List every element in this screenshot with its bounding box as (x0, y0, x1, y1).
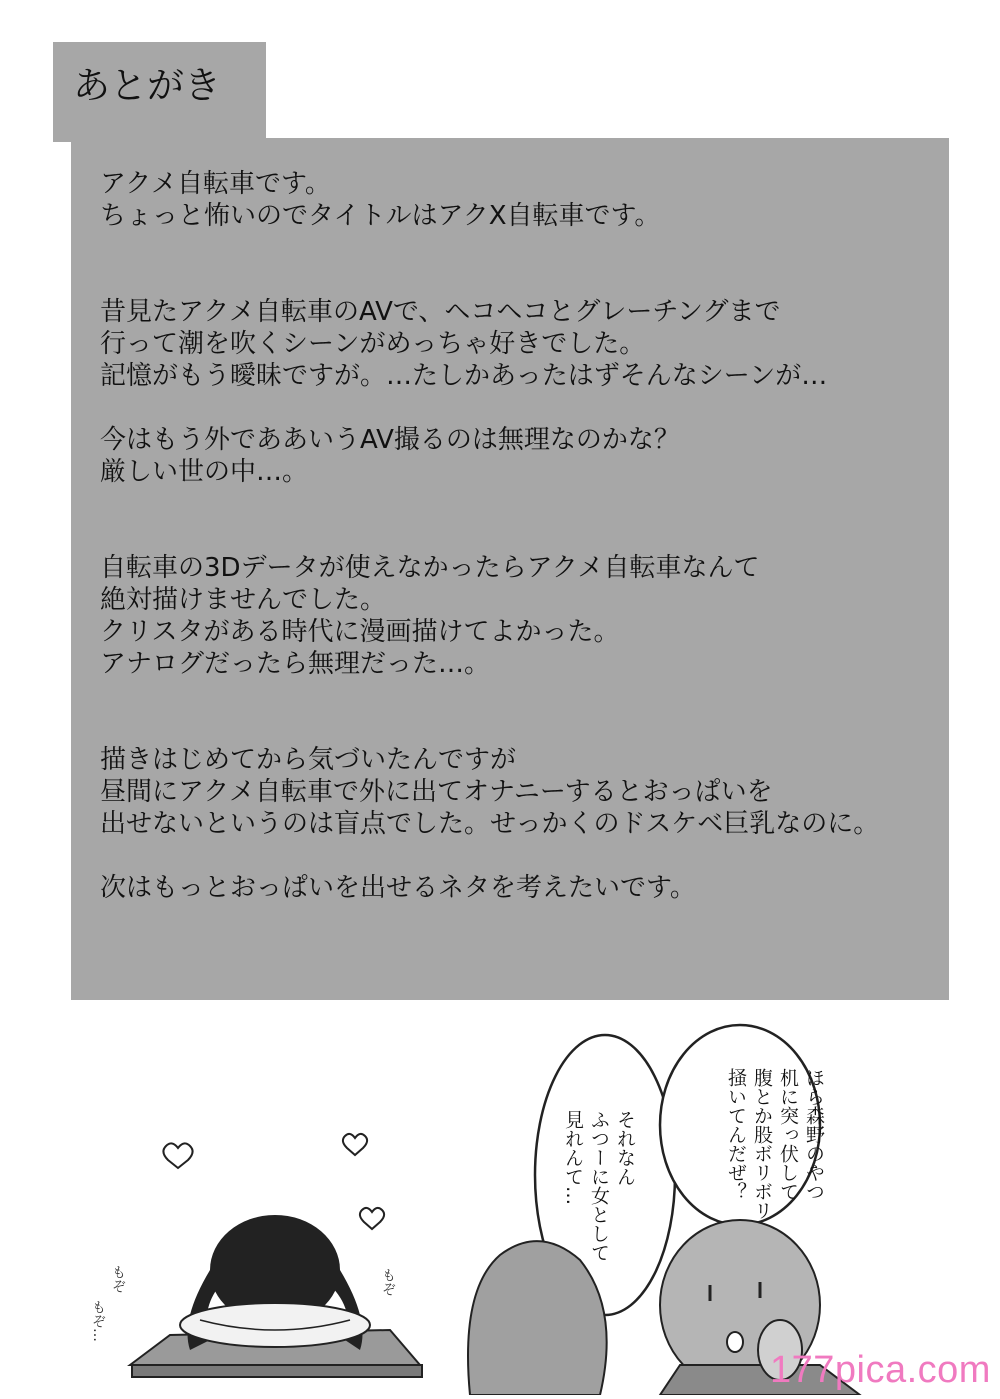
afterword-text (100, 168, 939, 904)
text-line: 行って潮を吹くシーンがめっちゃ好きでした。 (100, 329, 646, 359)
text-line: クリスタがある時代に漫画描けてよかった。 (100, 617, 620, 647)
text-line: 次はもっとおっぱいを出せるネタを考えたいです。 (100, 873, 696, 903)
speech-line: 机に突っ伏して (777, 1068, 799, 1201)
afterword-panel (71, 138, 949, 1000)
text-line: 今はもう外でああいうAV撮るのは無理なのかな？ (100, 425, 680, 455)
watermark: 177pica.com (770, 1349, 991, 1391)
text-line: 描きはじめてから気づいたんですが (100, 745, 517, 775)
sfx-text: もぞ (110, 1265, 126, 1293)
text-line: アクメ自転車です。 (100, 169, 331, 199)
text-line: 出せないというのは盲点でした。せっかくのドスケベ巨乳なのに。 (100, 809, 880, 839)
text-line: アナログだったら無理だった…。 (100, 649, 491, 679)
text-line: 自転車の3Dデータが使えなかったらアクメ自転車なんて (100, 553, 760, 583)
desk-leg (132, 1365, 422, 1377)
speech-line: 掻いてんだぜ？ (725, 1068, 747, 1201)
speech-line: 腹とか股ボリボリ (751, 1068, 773, 1220)
heart-icon (360, 1208, 384, 1229)
speech-line: それなん (614, 1110, 636, 1186)
speech-line: ほら森野のやつ (803, 1068, 825, 1201)
text-line: 厳しい世の中…。 (100, 457, 309, 487)
page-title: あとがき (73, 64, 221, 107)
text-line: ちょっと怖いのでタイトルはアクX自転車です。 (100, 201, 661, 231)
speech-bubble-right-text (723, 1068, 827, 1220)
speech-bubble-left-text (560, 1110, 638, 1262)
boy-right-mouth (727, 1332, 743, 1352)
text-line: 記憶がもう曖昧ですが。…たしかあったはずそんなシーンが… (100, 361, 828, 391)
girl-arms (180, 1303, 370, 1347)
heart-icon (343, 1134, 367, 1155)
text-line: 昔見たアクメ自転車のAVで、ヘコヘコとグレーチングまで (100, 297, 781, 327)
text-line: 絶対描けませんでした。 (100, 585, 387, 615)
heart-icon (163, 1143, 192, 1168)
speech-line: ふつーに女として (588, 1110, 610, 1262)
text-line: 昼間にアクメ自転車で外に出てオナニーするとおっぱいを (100, 777, 773, 807)
title-box (53, 42, 266, 142)
sfx-text: もぞ (380, 1268, 396, 1296)
speech-line: 見れんて… (562, 1110, 584, 1205)
sfx-text: もぞ… (90, 1300, 106, 1342)
